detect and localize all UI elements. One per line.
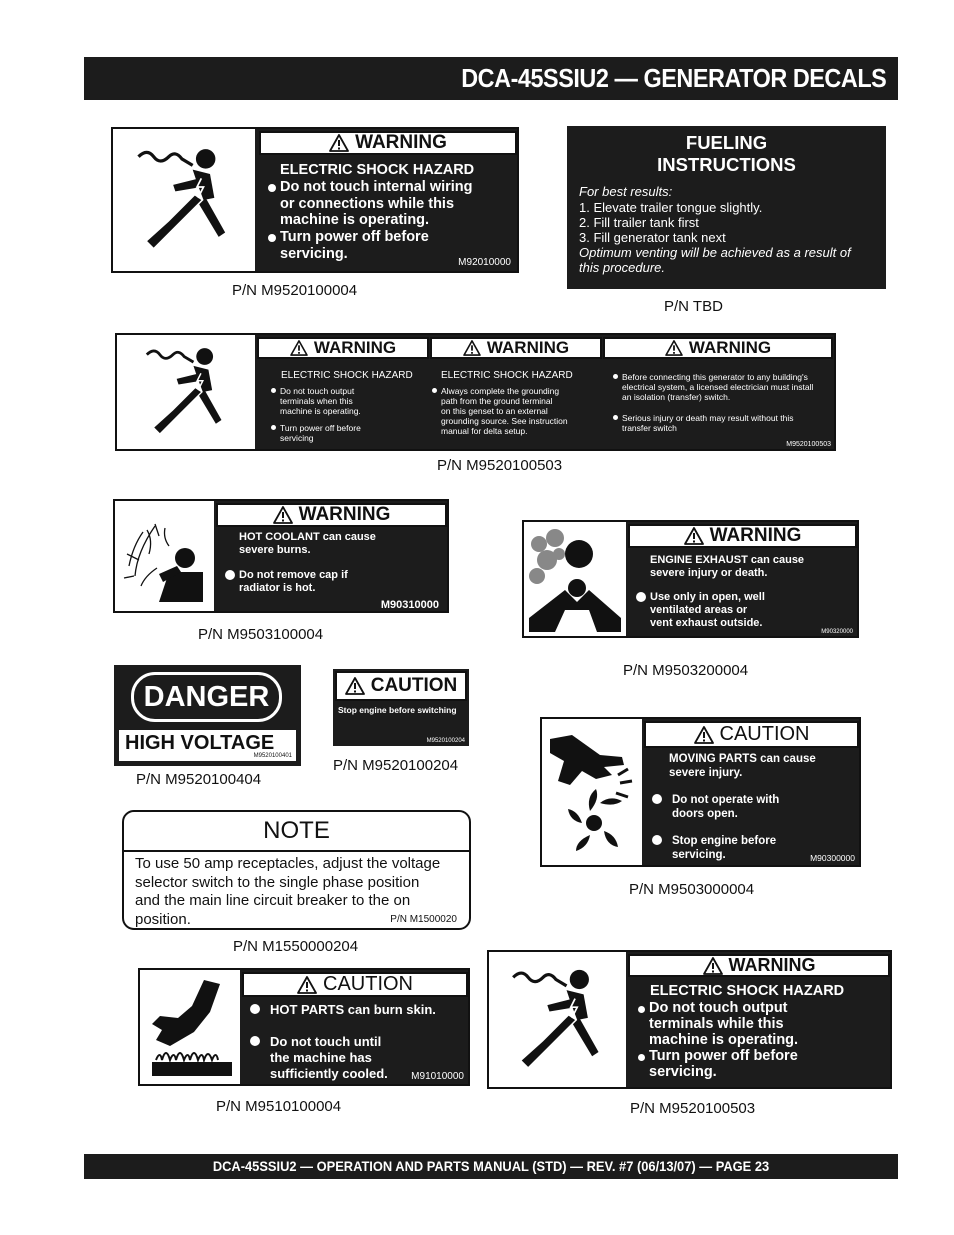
- decal-subheading: ELECTRIC SHOCK HAZARD: [280, 162, 475, 178]
- decal-note: [122, 810, 471, 930]
- decal-danger-high-voltage: [114, 665, 301, 766]
- note-heading-box: [124, 812, 469, 852]
- decal-hot-coolant: [113, 499, 449, 613]
- warning-triangle-icon: [345, 677, 365, 695]
- decal-code: M92010000: [458, 257, 511, 268]
- decal-bullet: Turn power off before servicing: [271, 423, 361, 443]
- bullet-dot-icon: [638, 1054, 645, 1061]
- warning-triangle-icon: [290, 340, 308, 356]
- decal-fueling-instructions: [567, 126, 886, 289]
- part-number: P/N M9503000004: [629, 881, 755, 898]
- page-title: DCA-45SSIU2 — GENERATOR DECALS: [460, 63, 886, 93]
- decal-subheading: ELECTRIC SHOCK HAZARD: [650, 983, 845, 999]
- shock-pictogram-icon: [491, 954, 625, 1085]
- decal-text-panel: [255, 129, 517, 271]
- decal-bullet: HOT PARTS can burn skin.: [250, 1002, 436, 1018]
- fan-hand-pictogram-icon: [544, 721, 640, 863]
- page-footer-bar: [84, 1154, 898, 1179]
- part-number: P/N M9503200004: [623, 662, 749, 679]
- bullet-dot-icon: [250, 1036, 260, 1046]
- decal-moving-parts: [540, 717, 861, 867]
- part-number: P/N M9520100404: [136, 771, 262, 788]
- decal-text-panel: [626, 952, 890, 1087]
- bullet-dot-icon: [268, 234, 276, 242]
- part-number: P/N M9510100004: [216, 1098, 342, 1115]
- decal-heading: WARNING: [259, 131, 517, 155]
- part-number: P/N M9520100503: [437, 457, 563, 474]
- decal-text-panel: [642, 719, 859, 865]
- decal-caution-switching: [333, 669, 469, 746]
- danger-oval: [131, 672, 282, 722]
- bullet-dot-icon: [432, 388, 437, 393]
- decal-code: M9520100204: [426, 738, 465, 744]
- shock-pictogram-icon: [115, 131, 253, 269]
- decal-text-panel: [214, 501, 447, 611]
- note-heading: NOTE: [263, 817, 330, 844]
- warning-triangle-icon: [694, 726, 714, 744]
- high-voltage-label: HIGH VOLTAGE: [125, 732, 275, 754]
- exhaust-pictogram-icon: [526, 524, 624, 634]
- decal-bullet: Use only in open, well ventilated areas or vent exhaust outside.: [636, 591, 765, 630]
- decal-engine-exhaust: [522, 520, 859, 638]
- decal-heading: WARNING: [603, 337, 833, 359]
- decal-code: M90300000: [810, 853, 855, 863]
- page-title-bar: [84, 57, 898, 100]
- decal-text: Stop engine before switching: [338, 705, 457, 715]
- bullet-dot-icon: [268, 184, 276, 192]
- bullet-dot-icon: [271, 425, 276, 430]
- bullet-dot-icon: [652, 794, 662, 804]
- decal-electric-shock-output: [487, 950, 892, 1089]
- part-number: P/N M9520100204: [333, 757, 459, 774]
- decal-code: P/N M1500020: [390, 914, 457, 925]
- decal-bullet: Do not touch output terminals while this machine is operating.: [638, 1000, 798, 1048]
- part-number: P/N M9520100004: [232, 282, 358, 299]
- decal-heading: CAUTION: [644, 721, 859, 748]
- decal-bullet: Do not touch output terminals when this machine is operating.: [271, 386, 361, 416]
- fueling-step: 1. Elevate trailer tongue slightly.: [579, 200, 763, 215]
- decal-bullet: Do not remove cap if radiator is hot.: [225, 569, 348, 595]
- bullet-dot-icon: [613, 374, 618, 379]
- decal-heading: WARNING: [628, 524, 857, 548]
- warning-triangle-icon: [273, 506, 293, 524]
- decal-code: M91010000: [411, 1071, 464, 1082]
- decal-heading: WARNING: [430, 337, 602, 359]
- part-number: P/N M1550000204: [233, 938, 359, 955]
- decal-code: M90320000: [821, 629, 853, 635]
- decal-electric-shock: [111, 127, 519, 273]
- hot-surface-pictogram-icon: [142, 972, 238, 1082]
- decal-text-panel: [255, 335, 834, 449]
- part-number: P/N TBD: [664, 298, 723, 315]
- decal-text-panel: [626, 522, 857, 636]
- high-voltage-panel: [119, 730, 296, 761]
- decal-code: M9520100401: [253, 753, 292, 759]
- bullet-dot-icon: [636, 592, 646, 602]
- decal-bullet: Do not touch until the machine has sufficiently cooled.: [250, 1034, 388, 1082]
- decal-bullet: Serious injury or death may result without this transfer switch: [613, 413, 794, 433]
- decal-bullet: Do not touch internal wiring or connections while this machine is operating.: [268, 179, 473, 229]
- warning-triangle-icon: [665, 340, 683, 356]
- decal-text: ENGINE EXHAUST can cause severe injury or death.: [650, 554, 805, 579]
- decal-text: HOT COOLANT can cause severe burns.: [239, 531, 376, 556]
- bullet-dot-icon: [652, 835, 662, 845]
- decal-heading: WARNING: [257, 337, 429, 359]
- decal-code: M90310000: [380, 599, 439, 611]
- fueling-step: 2. Fill trailer tank first: [579, 215, 699, 230]
- warning-triangle-icon: [297, 976, 317, 994]
- bullet-dot-icon: [225, 570, 235, 580]
- shock-pictogram-icon: [119, 337, 253, 447]
- spray-burn-pictogram-icon: [117, 503, 212, 609]
- decal-bullet: Turn power off before servicing.: [638, 1048, 798, 1080]
- decal-triple-warning: [115, 333, 836, 451]
- warning-triangle-icon: [684, 527, 704, 545]
- fueling-note: Optimum venting will be achieved as a result of this procedure.: [579, 245, 851, 275]
- decal-bullet: Do not operate with doors open.: [652, 793, 779, 821]
- decal-heading: WARNING: [628, 954, 890, 977]
- decal-text: MOVING PARTS can cause severe injury.: [669, 753, 816, 779]
- decal-code: M9520100503: [786, 441, 831, 448]
- decal-heading: WARNING: [216, 503, 447, 527]
- decal-bullet: Before connecting this generator to any building's electrical system, a licensed electrician must install an isolation (transfer) switch.: [613, 372, 813, 402]
- bullet-dot-icon: [638, 1006, 645, 1013]
- danger-word: DANGER: [143, 680, 270, 713]
- decal-subheading: ELECTRIC SHOCK HAZARD: [281, 370, 413, 381]
- fueling-title: FUELING INSTRUCTIONS: [657, 132, 796, 175]
- part-number: P/N M9503100004: [198, 626, 324, 643]
- decal-heading: CAUTION: [335, 671, 467, 701]
- warning-triangle-icon: [463, 340, 481, 356]
- decal-bullet: Turn power off before servicing.: [268, 229, 429, 262]
- fueling-step: 3. Fill generator tank next: [579, 230, 726, 245]
- decal-hot-parts: [138, 968, 470, 1086]
- bullet-dot-icon: [271, 388, 276, 393]
- decal-subheading: ELECTRIC SHOCK HAZARD: [441, 370, 573, 381]
- part-number: P/N M9520100503: [630, 1100, 756, 1117]
- page-footer: DCA-45SSIU2 — OPERATION AND PARTS MANUAL (STD) — REV. #7 (06/13/07) — PAGE 23: [212, 1158, 770, 1174]
- decal-bullet: Always complete the grounding path from the ground terminal on this genset to an external grounding source. See instruction manual for delta setup.: [432, 386, 568, 436]
- decal-text-panel: [240, 970, 468, 1084]
- fueling-lead: For best results:: [579, 184, 673, 199]
- bullet-dot-icon: [250, 1004, 260, 1014]
- bullet-dot-icon: [613, 415, 618, 420]
- decal-heading: CAUTION: [242, 972, 468, 997]
- warning-triangle-icon: [329, 134, 349, 152]
- warning-triangle-icon: [703, 957, 723, 975]
- decal-bullet: Stop engine before servicing.: [652, 834, 776, 862]
- note-text: To use 50 amp receptacles, adjust the voltage selector switch to the single phase position and the main line circuit breaker to the on position.: [135, 855, 441, 928]
